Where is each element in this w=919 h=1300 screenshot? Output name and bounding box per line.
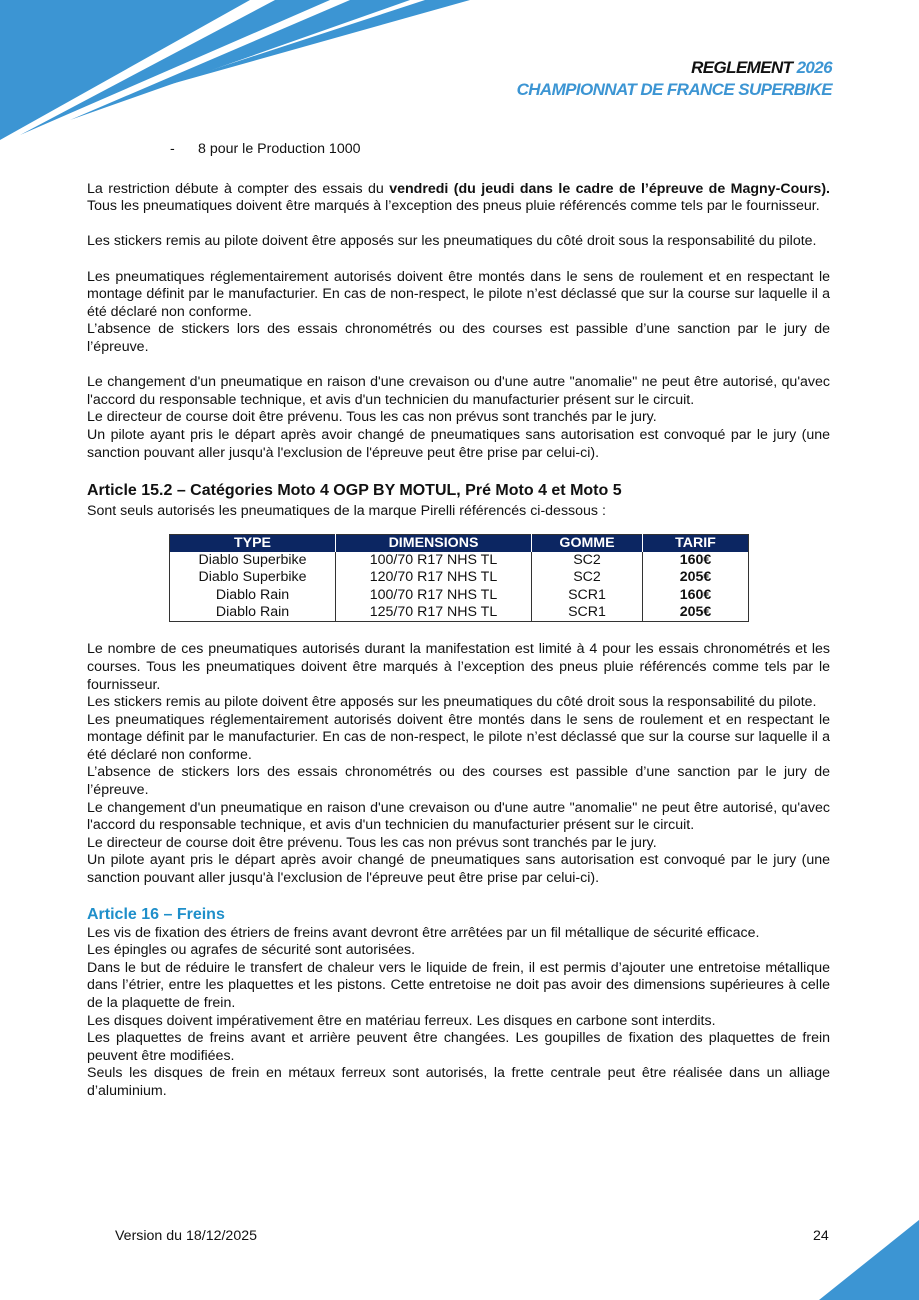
paragraph: Le nombre de ces pneumatiques autorisés durant la manifestation est limité à 4 pour les essais chronométrés et les courses. Tous les pneumatiques doivent être marqués à l’exception des pneus pluie référencés comme tels par le fournisseur. — [87, 641, 830, 693]
header-title — [517, 57, 832, 79]
column-header-type: TYPE — [170, 534, 336, 552]
table-row — [170, 587, 749, 604]
cell-dimensions: 120/70 R17 NHS TL — [336, 569, 532, 586]
cell-type: Diablo Rain — [215, 603, 290, 620]
header-subtitle: CHAMPIONNAT DE FRANCE SUPERBIKE — [516, 80, 832, 99]
cell-tarif: 160€ — [643, 552, 749, 569]
cell-gomme: SC2 — [532, 552, 643, 569]
cell-type: Diablo Rain — [215, 586, 290, 603]
paragraph-bold-text: vendredi (du jeudi dans le cadre de l’épreuve de Magny-Cours). — [389, 180, 830, 197]
paragraph: Les disques doivent impérativement être en matériau ferreux. Les disques en carbone sont interdits. — [87, 1012, 716, 1029]
footer-corner-decoration — [819, 1220, 919, 1300]
paragraph: Un pilote ayant pris le départ après avoir changé de pneumatiques sans autorisation est convoqué par le jury (une sanction pouvant aller jusqu'à l'exclusion de l'épreuve peut être prise par celui-ci). — [87, 426, 830, 461]
cell-tarif: 160€ — [643, 587, 749, 604]
paragraph: Le directeur de course doit être prévenu. Tous les cas non prévus sont tranchés par le jury. — [87, 834, 657, 851]
cell-dimensions: 100/70 R17 NHS TL — [336, 552, 532, 569]
paragraph: Le directeur de course doit être prévenu. Tous les cas non prévus sont tranchés par le jury. — [87, 409, 657, 426]
paragraph: Le changement d'un pneumatique en raison d'une crevaison ou d'une autre "anomalie" ne peut être autorisé, qu'avec l'accord du responsable technique, et avis d'un technicien du manufacturier présent sur le circuit. — [87, 374, 830, 408]
paragraph: Les épingles ou agrafes de sécurité sont autorisées. — [87, 942, 416, 959]
cell-dimensions: 100/70 R17 NHS TL — [336, 587, 532, 604]
paragraph: Les vis de fixation des étriers de freins avant devront être arrêtées par un fil métallique de sécurité efficace. — [87, 924, 760, 941]
document-header — [517, 57, 832, 101]
article-15-2-intro: Sont seuls autorisés les pneumatiques de la marque Pirelli référencés ci-dessous : — [87, 503, 606, 520]
paragraph: Les stickers remis au pilote doivent être apposés sur les pneumatiques du côté droit sous la responsabilité du pilote. — [87, 694, 817, 711]
article-15-2-title: Article 15.2 – Catégories Moto 4 OGP BY MOTUL, Pré Moto 4 et Moto 5 — [87, 482, 622, 500]
column-header-dimensions: DIMENSIONS — [336, 534, 532, 552]
cell-type: Diablo Superbike — [198, 551, 307, 568]
paragraph: Un pilote ayant pris le départ après avoir changé de pneumatiques sans autorisation est convoqué par le jury (une sanction pouvant aller jusqu'à l'exclusion de l'épreuve peut être prise par celui-ci). — [87, 852, 830, 887]
cell-gomme: SCR1 — [532, 604, 643, 622]
paragraph: Dans le but de réduire le transfert de chaleur vers le liquide de frein, il est permis d’ajouter une entretoise métallique dans l’étrier, entre les plaquettes et les pistons. Cette entretoise ne doit pas avoir des dimensions supérieures à celle de la plaquette de frein. — [87, 959, 830, 1011]
paragraph-text: La restriction débute à compter des essais du — [87, 180, 390, 197]
header-title-word: REGLEMENT — [691, 58, 793, 77]
bullet-dash: - — [170, 141, 175, 157]
paragraph: Les stickers remis au pilote doivent être apposés sur les pneumatiques du côté droit sous la responsabilité du pilote. — [87, 233, 817, 250]
header-year: 2026 — [796, 58, 832, 77]
cell-gomme: SCR1 — [532, 587, 643, 604]
column-header-gomme: GOMME — [532, 534, 643, 552]
paragraph: Les plaquettes de freins avant et arrière peuvent être changées. Les goupilles de fixation des plaquettes de frein peuvent être modifiées. — [87, 1030, 830, 1064]
paragraph-text: Tous les pneumatiques doivent être marqués à l’exception des pneus pluie référencés comme tels par le fournisseur. — [87, 198, 820, 215]
table-row — [170, 569, 749, 586]
column-header-tarif: TARIF — [643, 534, 749, 552]
tire-table — [169, 534, 749, 623]
cell-dimensions: 125/70 R17 NHS TL — [336, 604, 532, 622]
cell-gomme: SC2 — [532, 569, 643, 586]
footer-version: Version du 18/12/2025 — [115, 1228, 257, 1244]
paragraph: L’absence de stickers lors des essais chronométrés ou des courses est passible d’une sanction par le jury de l’épreuve. — [87, 764, 830, 799]
page-content — [87, 139, 830, 1101]
bullet-item — [87, 141, 830, 161]
table-row — [170, 552, 749, 569]
paragraph: Les pneumatiques réglementairement autorisés doivent être montés dans le sens de roulement et en respectant le montage définit par le manufacturier. En cas de non-respect, le pilote n’est déclassé que sur la course sur laquelle il a été déclaré non conforme. — [87, 711, 830, 763]
tire-table-header-row — [170, 534, 749, 552]
page-number: 24 — [813, 1228, 829, 1244]
header-stripes-decoration — [0, 0, 480, 145]
article-16-title: Article 16 – Freins — [87, 905, 225, 923]
paragraph — [87, 181, 830, 216]
paragraph: Le changement d'un pneumatique en raison d'une crevaison ou d'une autre "anomalie" ne peut être autorisé, qu'avec l'accord du responsable technique, et avis d'un technicien du manufacturier présent sur le circuit. — [87, 799, 830, 834]
paragraph: L’absence de stickers lors des essais chronométrés ou des courses est passible d’une sanction par le jury de l’épreuve. — [87, 321, 830, 355]
cell-type: Diablo Superbike — [198, 569, 307, 586]
paragraph: Seuls les disques de frein en métaux ferreux sont autorisés, la frette centrale peut être réalisée dans un alliage d’aluminium. — [87, 1065, 830, 1099]
cell-tarif: 205€ — [643, 604, 749, 622]
paragraph: Les pneumatiques réglementairement autorisés doivent être montés dans le sens de roulement et en respectant le montage définit par le manufacturier. En cas de non-respect, le pilote n’est déclassé que sur la course sur laquelle il a été déclaré non conforme. — [87, 268, 830, 320]
table-row — [170, 604, 749, 622]
cell-tarif: 205€ — [643, 569, 749, 586]
bullet-text: 8 pour le Production 1000 — [198, 141, 361, 157]
